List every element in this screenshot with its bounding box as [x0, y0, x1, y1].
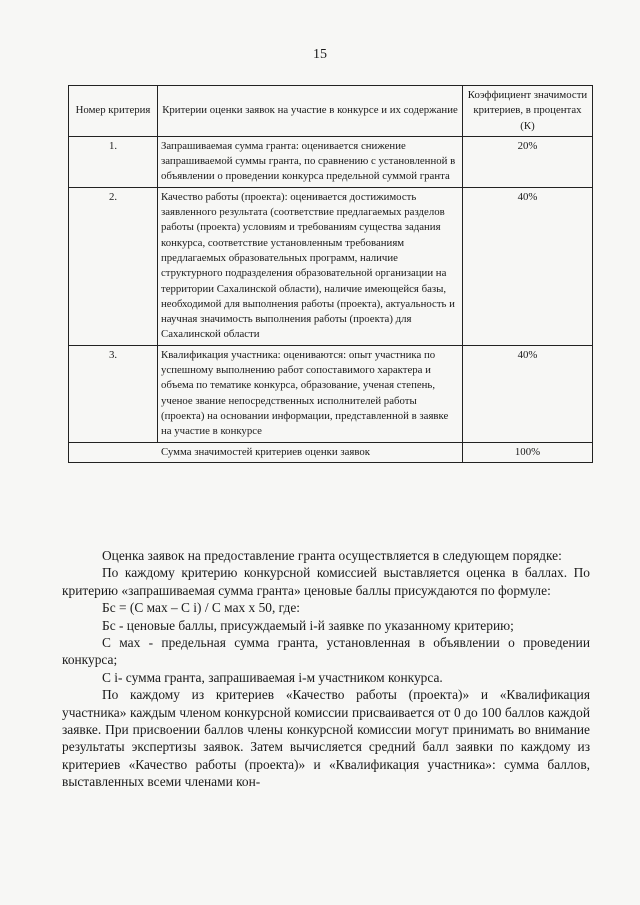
table-row	[69, 345, 593, 442]
criterion-weight: 40%	[463, 187, 593, 345]
page-number: 15	[313, 47, 327, 62]
paragraph: Бс - ценовые баллы, присуждаемый i-й заявке по указанному критерию;	[102, 617, 514, 633]
paragraph: Оценка заявок на предоставление гранта осуществляется в следующем порядке:	[102, 548, 562, 563]
header-weight-coefficient: Коэффициент значимости критериев, в процентах (К)	[463, 86, 593, 137]
criterion-description: Квалификация участника: оцениваются: опыт участника по успешному выполнению работ сопоставимого характера и объема по тематике конкурса, образование, ученая степень, ученое звание непосредственных исполнителей работы (проекта) на основании информации, представленной в заявке на участие в конкурсе	[158, 345, 463, 442]
criterion-weight: 20%	[463, 136, 593, 187]
paragraph: По каждому из критериев «Качество работы (проекта)» и «Квалификация участника» каждым членом конкурсной комиссии присваивается от 0 до 100 баллов каждой заявке. При присвоении баллов члены конкурсной комиссии могут принимать во внимание результаты экспертизы заявок. Затем вычисляется средний балл заявки по каждому из критериев «Качество работы (проекта)» и «Квалификация участника»: сумма баллов, выставленных всеми членами кон-	[62, 687, 590, 790]
paragraph: С i- сумма гранта, запрашиваемая i-м участником конкурса.	[102, 669, 443, 685]
body-text	[62, 547, 590, 791]
table-total-row	[69, 442, 593, 462]
total-label: Сумма значимостей критериев оценки заявок	[69, 442, 463, 462]
table-row	[69, 187, 593, 345]
criterion-description: Качество работы (проекта): оценивается достижимость заявленного результата (соответствие предлагаемых разделов работы (проекта) условиям и требованиям существа задания конкурса, соответствие установленным требованиям предлагаемых образовательных программ, наличие структурного подразделения образовательной организации на территории Сахалинской области), наличие имеющейся базы, необходимой для выполнения работы (проекта), актуальность и научная значимость выполнения работы (проекта) для Сахалинской области	[158, 187, 463, 345]
criterion-weight: 40%	[463, 345, 593, 442]
formula: Бс = (С мах – С i) / С мах х 50, где:	[102, 600, 300, 616]
table-header-row	[69, 86, 593, 137]
criterion-number: 1.	[69, 136, 158, 187]
paragraph: С мах - предельная сумма гранта, установленная в объявлении о проведении конкурса;	[62, 635, 590, 668]
header-criterion-number: Номер критерия	[69, 86, 158, 137]
criterion-number: 2.	[69, 187, 158, 345]
total-value: 100%	[463, 442, 593, 462]
paragraph: По каждому критерию конкурсной комиссией выставляется оценка в баллах. По критерию «запрашиваемая сумма гранта» ценовые баллы присуждаются по формуле:	[62, 565, 590, 598]
table-row	[69, 136, 593, 187]
criterion-number: 3.	[69, 345, 158, 442]
criteria-table	[68, 85, 593, 463]
header-criterion-description: Критерии оценки заявок на участие в конкурсе и их содержание	[158, 86, 463, 137]
criterion-description: Запрашиваемая сумма гранта: оценивается снижение запрашиваемой суммы гранта, по сравнению с установленной в объявлении о проведении конкурса предельной суммой гранта	[158, 136, 463, 187]
